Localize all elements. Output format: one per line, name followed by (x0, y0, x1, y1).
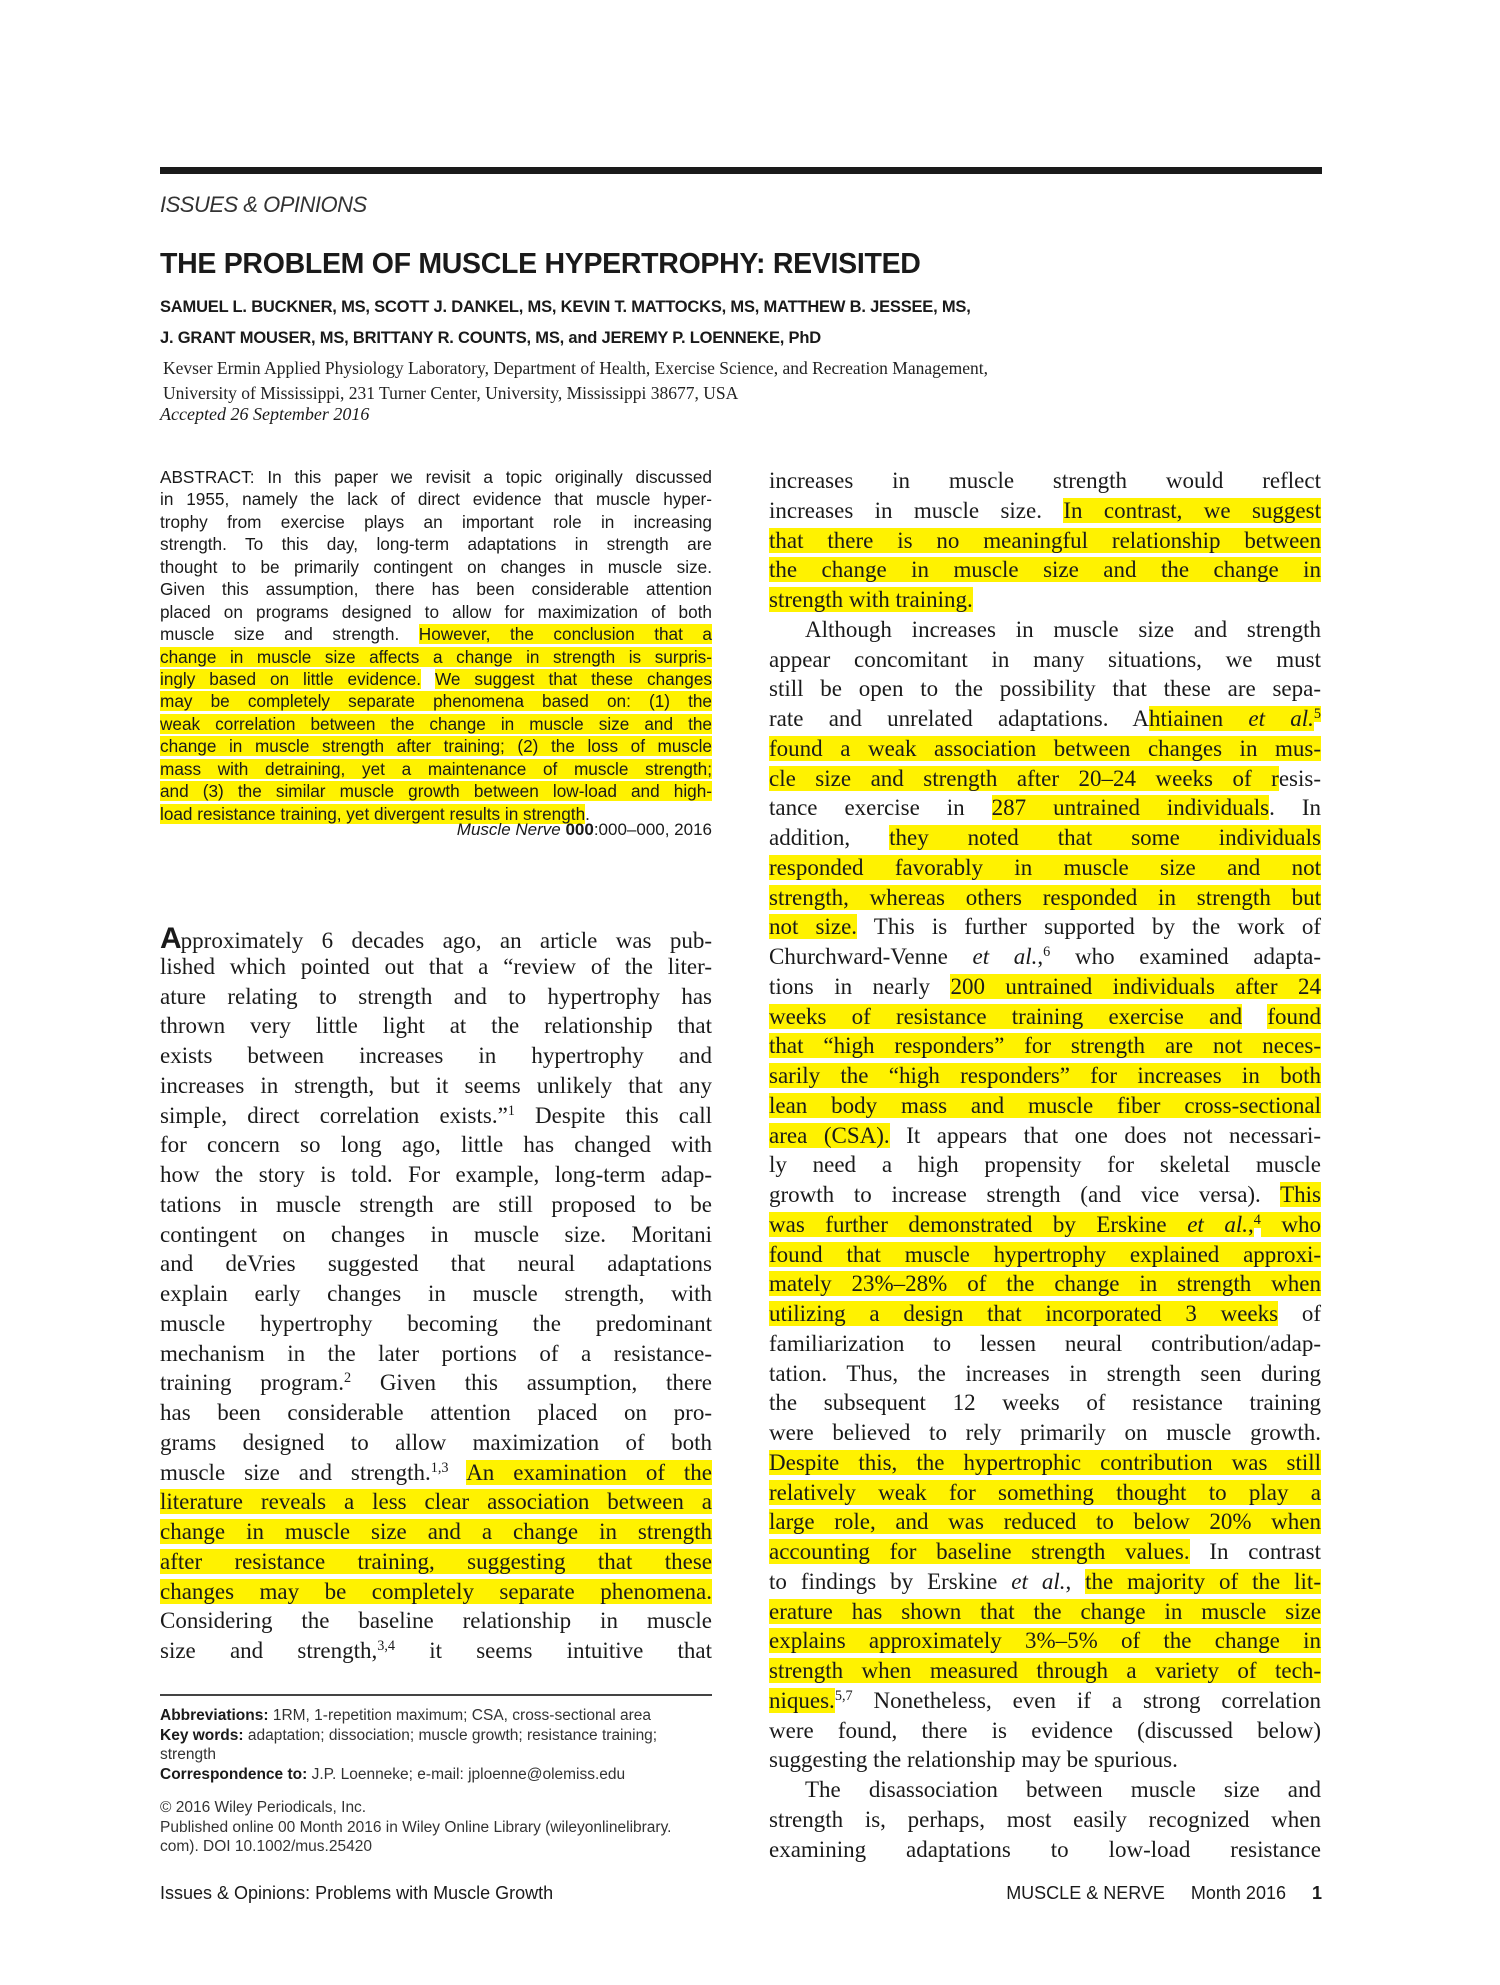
article-title: THE PROBLEM OF MUSCLE HYPERTROPHY: REVISITED (160, 248, 921, 280)
text-segment: strength. To this day, long-term adaptations in strength are (160, 534, 712, 555)
text-line (769, 883, 1321, 913)
text-segment: It appears that one does not necessari- (889, 1122, 1321, 1148)
text-line (769, 1567, 1321, 1597)
text-segment: This is further supported by the work of (857, 914, 1321, 940)
highlighted-text: area (CSA). (769, 1122, 890, 1148)
citation-superscript: 1,3 (430, 1459, 449, 1476)
text-line (160, 646, 712, 668)
text-line (160, 1041, 712, 1071)
text-line (769, 1448, 1321, 1478)
text-line (769, 972, 1321, 1002)
text-segment: contingent on changes in muscle size. Moritani (160, 1221, 712, 1247)
text-segment: pproximately 6 decades ago, an article was pub- (180, 928, 712, 953)
text-line (160, 1339, 712, 1369)
text-segment: increases in muscle size. (769, 497, 1064, 523)
text-segment: , (1037, 944, 1044, 969)
citation-pages: :000–000, 2016 (593, 820, 712, 839)
text-line (160, 1011, 712, 1041)
text-segment: trophy from exercise plays an important role in increasing (160, 511, 712, 532)
highlighted-text: weeks of resistance training exercise and (769, 1003, 1243, 1029)
text-segment (421, 669, 435, 689)
highlighted-text: lean body mass and muscle fiber cross-sectional (769, 1092, 1321, 1118)
highlighted-text: the change in muscle size and the change in (769, 557, 1321, 583)
running-footer-title: Issues & Opinions: Problems with Muscle Growth (160, 1883, 554, 1903)
text-segment: . (585, 803, 590, 824)
text-line (160, 690, 712, 712)
text-line (160, 1190, 712, 1220)
highlighted-text: mass with detraining, yet a maintenance of muscle strength; (160, 758, 712, 779)
highlighted-text: In contrast, we suggest (1063, 497, 1321, 523)
text-line (769, 526, 1321, 556)
text-segment: mechanism in the later portions of a resistance- (160, 1340, 712, 1366)
text-line (160, 1249, 712, 1279)
text-line (769, 1656, 1321, 1686)
text-line (769, 1835, 1321, 1865)
highlighted-text: load resistance training, yet divergent results in strength (160, 803, 586, 824)
text-segment: tations in muscle strength are still proposed to be (160, 1191, 712, 1217)
highlighted-text: cle size and strength after 20–24 weeks of r (769, 765, 1279, 791)
text-segment: thrown very little light at the relationship that (160, 1013, 712, 1039)
highlighted-text: 200 untrained individuals after 24 (950, 973, 1322, 999)
highlighted-text: strength, whereas others responded in strength but (769, 884, 1321, 910)
text-segment: . In (1269, 795, 1321, 821)
text-segment: placed on programs designed to allow for maximization of both (160, 601, 712, 622)
text-line (769, 555, 1321, 585)
text-segment: strength is, perhaps, most easily recognized when (769, 1806, 1321, 1832)
text-line (160, 1220, 712, 1250)
highlighted-text: the majority of the lit- (1085, 1568, 1321, 1594)
text-line (160, 1487, 712, 1517)
highlighted-text: erature has shown that the change in muscle size (769, 1598, 1321, 1624)
text-line (160, 668, 712, 690)
highlighted-text: htiainen (1149, 706, 1249, 731)
highlighted-text: 287 untrained individuals (991, 795, 1270, 821)
citation-superscript: 5,7 (834, 1687, 853, 1704)
text-line (160, 1606, 712, 1636)
text-segment: has been considerable attention placed on pro- (160, 1400, 712, 1425)
text-line (769, 1359, 1321, 1389)
text-line (769, 1299, 1321, 1329)
text-segment: ly need a high propensity for skeletal muscle (769, 1152, 1321, 1178)
text-line (769, 764, 1321, 794)
highlighted-text: was further demonstrated by Erskine (769, 1211, 1188, 1237)
text-segment: muscle size and strength. (160, 1459, 431, 1485)
highlighted-text: literature reveals a less clear association between a (160, 1489, 712, 1515)
text-line (160, 623, 712, 645)
text-line (769, 1537, 1321, 1567)
text-line (160, 533, 712, 555)
citation-superscript: 3,4 (377, 1638, 396, 1655)
highlighted-text: However, the conclusion that a (418, 624, 712, 645)
highlighted-text: accounting for baseline strength values. (769, 1539, 1190, 1564)
citation-journal: Muscle Nerve (456, 820, 561, 839)
page-number: 1 (1311, 1883, 1322, 1903)
highlighted-text: change in muscle strength after training; (2) the loss of muscle (160, 736, 712, 757)
text-line (160, 713, 712, 735)
text-line (769, 1716, 1321, 1746)
running-footer-journal: MUSCLE & NERVE Month 2016 1 (1006, 1883, 1322, 1903)
text-line (769, 1626, 1321, 1656)
highlighted-text: that “high responders” for strength are not neces- (769, 1033, 1321, 1059)
text-line (160, 735, 712, 757)
text-line (160, 952, 712, 982)
text-line (769, 1002, 1321, 1032)
text-line (160, 488, 712, 510)
citation-volume: 000 (565, 820, 594, 839)
highlighted-text: change in muscle size affects a change in strength is surpris- (160, 646, 712, 667)
text-line (160, 922, 712, 955)
highlighted-text: , (1247, 1211, 1254, 1237)
abstract-citation (160, 820, 712, 840)
text-segment: lished which pointed out that a “review of the liter- (160, 953, 712, 979)
text-segment: suggesting the relationship may be spurious. (769, 1747, 1178, 1773)
highlighted-text: found that muscle hypertrophy explained approxi- (769, 1241, 1321, 1267)
authors-line-2: J. GRANT MOUSER, MS, BRITTANY R. COUNTS, MS, and JEREMY P. LOENNEKE, PhD (160, 329, 821, 347)
text-segment: Considering the baseline relationship in muscle (160, 1608, 712, 1634)
text-line (769, 1478, 1321, 1508)
text-segment: still be open to the possibility that these are sepa- (769, 676, 1321, 702)
section-label: ISSUES & OPINIONS (160, 192, 367, 217)
highlighted-text: Despite this, the hypertrophic contribution was still (769, 1449, 1321, 1475)
text-segment: were found, there is evidence (discussed below) (769, 1717, 1321, 1743)
text-segment: et al. (1011, 1568, 1066, 1594)
highlighted-text: relatively weak for something thought to play a (769, 1479, 1321, 1505)
abstract (160, 466, 712, 825)
citation-superscript: 1 (507, 1102, 515, 1119)
text-line (769, 793, 1321, 823)
text-segment: simple, direct correlation exists.” (160, 1102, 508, 1128)
text-segment: thought to be primarily contingent on changes in muscle size. (160, 556, 712, 577)
highlighted-text: not size. (769, 914, 858, 940)
highlighted-text: mately 23%–28% of the change in strength when (769, 1271, 1321, 1297)
highlighted-text: large role, and was reduced to below 20% when (769, 1509, 1321, 1535)
text-segment: et al. (972, 944, 1038, 969)
text-segment (1242, 1004, 1267, 1029)
text-line (769, 1150, 1321, 1180)
text-line (160, 1071, 712, 1101)
text-segment: Although increases in muscle size and strength (805, 616, 1321, 642)
highlighted-text: may be completely separate phenomena based on: (1) the (160, 691, 712, 712)
text-segment: grams designed to allow maximization of both (160, 1429, 712, 1455)
published-info: Published online 00 Month 2016 in Wiley Online Library (wileyonlinelibrary. com). DOI 10.1002/mus.25420 (160, 1818, 672, 1855)
text-line (769, 674, 1321, 704)
text-line (769, 1180, 1321, 1210)
text-segment: The disassociation between muscle size and (805, 1777, 1321, 1802)
text-line (769, 645, 1321, 675)
text-segment: in 1955, namely the lack of direct evidence that muscle hyper- (160, 489, 712, 510)
text-segment: ature relating to strength and to hypertrophy has (160, 983, 712, 1009)
text-segment: In contrast (1189, 1539, 1322, 1564)
body-right-column (769, 466, 1321, 1864)
text-segment: to findings by Erskine (769, 1568, 1012, 1594)
text-segment: Despite this call (514, 1102, 712, 1128)
text-line (769, 585, 1321, 615)
highlighted-text: et al. (1187, 1211, 1248, 1237)
text-segment: , (1065, 1568, 1086, 1594)
body-left-column (160, 922, 712, 1666)
text-segment: Given this assumption, there (351, 1370, 712, 1396)
highlighted-text: et al. (1248, 706, 1314, 731)
text-line (769, 615, 1321, 645)
text-line (769, 1775, 1321, 1805)
text-segment: familiarization to lessen neural contribution/adap- (769, 1330, 1321, 1356)
correspondence: Correspondence to: J.P. Loenneke; e-mail: jploenne@olemiss.edu (160, 1765, 626, 1783)
text-line (769, 1031, 1321, 1061)
text-segment: of (1278, 1301, 1321, 1326)
text-segment: muscle size and strength. (160, 624, 419, 645)
drop-cap: A (160, 922, 181, 955)
text-line (769, 1597, 1321, 1627)
text-segment: rate and unrelated adaptations. A (769, 706, 1150, 731)
text-line (160, 780, 712, 802)
text-line (769, 734, 1321, 764)
text-segment: tation. Thus, the increases in strength seen during (769, 1360, 1321, 1386)
text-segment: muscle hypertrophy becoming the predominant (160, 1310, 712, 1336)
text-line (769, 1507, 1321, 1537)
text-line (769, 496, 1321, 526)
highlighted-text: ingly based on little evidence. (160, 668, 422, 689)
highlighted-text: change in muscle size and a change in strength (160, 1519, 712, 1544)
highlighted-text: who (1260, 1211, 1321, 1237)
text-segment: how the story is told. For example, long-term adap- (160, 1162, 712, 1187)
highlighted-text: responded favorably in muscle size and not (769, 854, 1321, 880)
text-segment: Churchward-Venne (769, 944, 973, 969)
text-line (160, 1368, 712, 1398)
text-line (160, 1309, 712, 1339)
text-line (769, 1805, 1321, 1835)
text-segment: training program. (160, 1370, 344, 1396)
text-line (160, 1160, 712, 1190)
highlighted-text: strength when measured through a variety of tech- (769, 1658, 1321, 1683)
highlighted-text: utilizing a design that incorporated 3 weeks (769, 1301, 1279, 1326)
citation-superscript: 2 (343, 1370, 352, 1387)
text-line (160, 1398, 712, 1428)
highlighted-text: and (3) the similar muscle growth between low-load and high- (160, 781, 712, 802)
text-line (160, 556, 712, 578)
text-line (160, 758, 712, 780)
highlighted-text: strength with training. (769, 587, 973, 612)
highlighted-text: An examination of the (466, 1459, 712, 1485)
affiliation-line-1: Kevser Ermin Applied Physiology Laboratory, Department of Health, Exercise Science, and Recreation Management, (163, 358, 988, 378)
highlighted-text: weak correlation between the change in muscle size and the (160, 713, 712, 734)
text-segment: increases in strength, but it seems unlikely that any (160, 1072, 712, 1098)
text-segment: esis- (1278, 765, 1321, 791)
text-line (769, 1121, 1321, 1151)
text-line (769, 1329, 1321, 1359)
text-segment: who examined adapta- (1050, 944, 1321, 969)
text-line (160, 1130, 712, 1160)
text-line (160, 511, 712, 533)
highlighted-text: after resistance training, suggesting that these (160, 1548, 712, 1574)
highlighted-text: niques. (769, 1687, 835, 1713)
text-line (160, 1636, 712, 1666)
text-segment: the subsequent 12 weeks of resistance training (769, 1390, 1321, 1416)
text-line (160, 1428, 712, 1458)
highlighted-text: 5 (1313, 706, 1321, 723)
keywords: Key words: adaptation; dissociation; muscle growth; resistance training; strength (160, 1726, 658, 1763)
highlighted-text: they noted that some individuals (889, 825, 1321, 850)
text-line (160, 1517, 712, 1547)
text-segment: it seems intuitive that (395, 1638, 712, 1663)
highlighted-text: changes may be completely separate phenomena. (160, 1578, 712, 1604)
footnote-rule (160, 1694, 712, 1696)
text-segment (449, 1460, 467, 1485)
highlighted-text: 4 (1253, 1211, 1261, 1228)
text-segment: explain early changes in muscle strength, with (160, 1281, 712, 1306)
text-segment: tions in nearly (769, 973, 951, 999)
abbreviations: Abbreviations: 1RM, 1-repetition maximum; CSA, cross-sectional area (160, 1707, 651, 1724)
text-segment: were believed to rely primarily on muscle growth. (769, 1420, 1321, 1445)
text-segment: appear concomitant in many situations, we must (769, 646, 1321, 672)
text-segment: size and strength, (160, 1638, 378, 1663)
text-segment: Given this assumption, there has been considerable attention (160, 579, 712, 600)
text-line (769, 704, 1321, 734)
highlighted-text: This (1280, 1182, 1321, 1207)
text-line (769, 853, 1321, 883)
highlighted-text: sarily the “high responders” for increases in both (769, 1063, 1321, 1088)
authors-line-1: SAMUEL L. BUCKNER, MS, SCOTT J. DANKEL, MS, KEVIN T. MATTOCKS, MS, MATTHEW B. JESSEE, MS, (160, 298, 971, 316)
text-segment: ABSTRACT: In this paper we revisit a topic originally discussed (160, 467, 712, 487)
text-line (160, 1101, 712, 1131)
text-segment: and deVries suggested that neural adaptations (160, 1251, 712, 1277)
text-segment: increases in muscle strength would reflect (769, 468, 1321, 493)
text-line (160, 982, 712, 1012)
text-line (160, 1279, 712, 1309)
text-line (769, 1240, 1321, 1270)
text-segment: exists between increases in hypertrophy and (160, 1043, 712, 1068)
text-line (769, 1745, 1321, 1775)
text-line (769, 1210, 1321, 1240)
text-segment: Nonetheless, even if a strong correlation (852, 1687, 1321, 1713)
text-line (769, 1269, 1321, 1299)
copyright: © 2016 Wiley Periodicals, Inc. (160, 1799, 367, 1816)
text-line (769, 1061, 1321, 1091)
highlighted-text: found a weak association between changes in mus- (769, 735, 1321, 761)
text-segment: tance exercise in (769, 795, 992, 821)
highlighted-text: that there is no meaningful relationship between (769, 527, 1321, 553)
header-rule (160, 167, 1322, 174)
text-line (769, 1418, 1321, 1448)
footnotes (160, 1706, 712, 1857)
citation-superscript: 6 (1043, 944, 1051, 961)
text-segment: examining adaptations to low-load resistance (769, 1836, 1321, 1862)
text-line (160, 1577, 712, 1607)
text-line (769, 1388, 1321, 1418)
text-segment: for concern so long ago, little has changed with (160, 1132, 712, 1158)
accepted-date: Accepted 26 September 2016 (160, 404, 370, 424)
text-line (160, 601, 712, 623)
text-line (160, 578, 712, 600)
text-line (160, 1458, 712, 1488)
text-line (769, 1686, 1321, 1716)
text-segment: growth to increase strength (and vice versa). (769, 1182, 1281, 1207)
text-line (769, 942, 1321, 972)
text-segment: addition, (769, 825, 890, 850)
text-line (769, 466, 1321, 496)
text-line (769, 1091, 1321, 1121)
highlighted-text: found (1267, 1003, 1321, 1029)
highlighted-text: We suggest that these changes (435, 668, 713, 689)
text-line (769, 823, 1321, 853)
affiliation-line-2: University of Mississippi, 231 Turner Center, University, Mississippi 38677, USA (163, 383, 739, 403)
text-line (160, 1547, 712, 1577)
highlighted-text: explains approximately 3%–5% of the change in (769, 1628, 1321, 1654)
text-line (769, 912, 1321, 942)
text-line (160, 466, 712, 488)
